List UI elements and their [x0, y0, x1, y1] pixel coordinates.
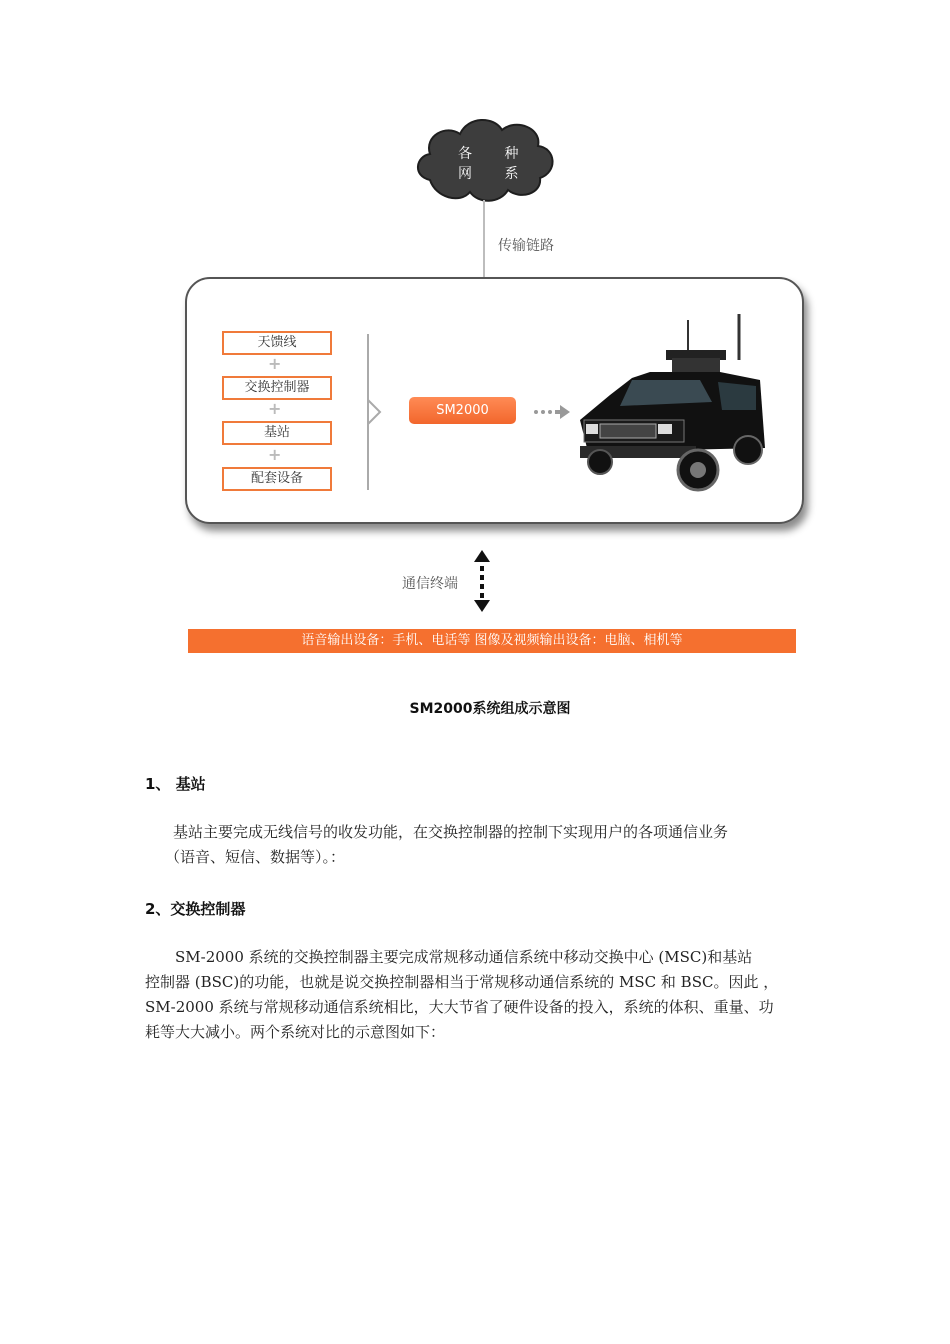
plus-icon: + — [268, 445, 282, 464]
section2-heading: 2、交换控制器 — [145, 900, 246, 918]
section1-heading: 1、 基站 — [145, 775, 206, 793]
plus-icon: + — [268, 354, 282, 373]
paragraph-line: 耗等大大减小。两个系统对比的示意图如下： — [145, 1023, 446, 1041]
component-switch-controller: 交换控制器 — [222, 376, 332, 400]
paragraph-line: 控制器 (BSC)的功能，也就是说交换控制器相当于常规移动通信系统的 MSC 和 BSC。因此 ， — [145, 973, 779, 991]
sm2000-badge: SM2000 — [409, 397, 516, 424]
section1-paragraph — [145, 820, 815, 870]
cloud-label-line2: 网 系 — [458, 166, 533, 182]
output-devices-bar: 语音输出设备：手机、电话等 图像及视频输出设备：电脑、相机等 — [188, 629, 796, 653]
paragraph-line: SM-2000 系统的交换控制器主要完成常规移动通信系统中移动交换中心 (MSC)和基站 — [175, 948, 753, 966]
figure-caption: SM2000系统组成示意图 — [409, 701, 571, 717]
terminal-label: 通信终端 — [402, 576, 458, 592]
component-support-equipment: 配套设备 — [222, 467, 332, 491]
plus-icon: + — [268, 399, 282, 418]
section2-paragraph — [145, 945, 815, 1045]
link-label: 传输链路 — [498, 238, 554, 254]
cloud-label-line1: 各 种 — [458, 146, 533, 162]
paragraph-line: （语音、短信、数据等）。： — [165, 848, 346, 866]
component-base-station: 基站 — [222, 421, 332, 445]
double-arrow-icon — [474, 550, 490, 612]
component-antenna: 天馈线 — [222, 331, 332, 355]
paragraph-line: 基站主要完成无线信号的收发功能，在交换控制器的控制下实现用户的各项通信业务 — [173, 823, 729, 841]
paragraph-line: SM-2000 系统与常规移动通信系统相比，大大节省了硬件设备的投入，系统的体积、重量、功 — [145, 998, 774, 1016]
